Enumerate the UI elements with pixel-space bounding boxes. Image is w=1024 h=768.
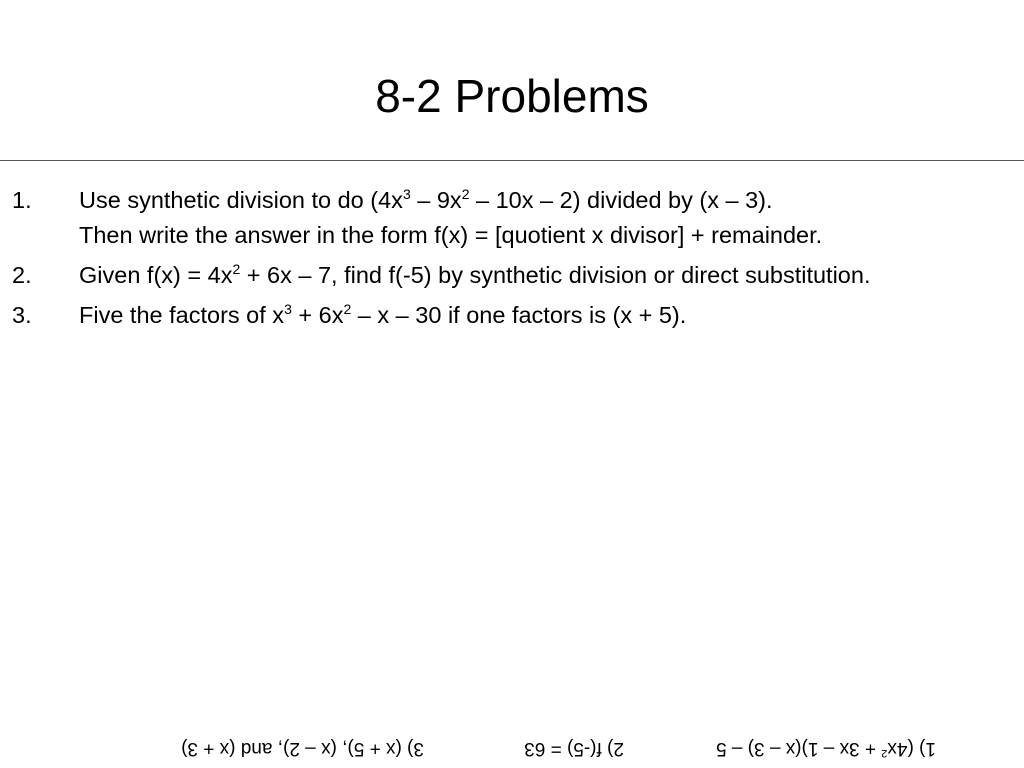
problem-text: – 9x xyxy=(410,187,462,213)
exponent: 2 xyxy=(343,301,352,317)
exponent: 2 xyxy=(232,261,241,277)
exponent: 2 xyxy=(461,186,470,202)
problem-text: + 6x xyxy=(291,302,344,328)
answer-3: 3) (x + 5), (x – 2), and (x + 3) xyxy=(181,738,424,759)
problem-item-2 xyxy=(0,258,1024,293)
upside-down-answer-key xyxy=(0,733,1024,763)
problem-number: 2. xyxy=(12,262,32,288)
answer-1 xyxy=(716,733,936,763)
exponent: 2 xyxy=(881,747,888,759)
answer-text: + 3x – 1)(x – 3) – 5 xyxy=(716,738,882,759)
problem-text: Given f(x) = 4x xyxy=(79,262,233,288)
problem-list xyxy=(0,183,1024,338)
exponent: 3 xyxy=(402,186,411,202)
problem-text: Then write the answer in the form f(x) = [quotient x divisor] + remainder. xyxy=(79,222,823,248)
problem-text: + 6x – 7, find f(-5) by synthetic division or direct substitution. xyxy=(240,262,871,288)
answer-text: 1) (4x xyxy=(887,738,936,759)
problem-number: 1. xyxy=(12,187,32,213)
problem-text: – x – 30 if one factors is (x + 5). xyxy=(351,302,687,328)
problem-number: 3. xyxy=(12,302,32,328)
problem-text: Use synthetic division to do (4x xyxy=(79,187,403,213)
problem-text: – 10x – 2) divided by (x – 3). xyxy=(469,187,773,213)
exponent: 3 xyxy=(284,301,292,317)
answer-2: 2) f(-5) = 63 xyxy=(524,738,624,759)
slide-title: 8-2 Problems xyxy=(375,70,649,122)
problem-item-3 xyxy=(0,298,1024,333)
title-divider xyxy=(0,160,1024,161)
problem-item-1 xyxy=(0,183,1024,253)
problem-text: Five the factors of x xyxy=(79,302,285,328)
